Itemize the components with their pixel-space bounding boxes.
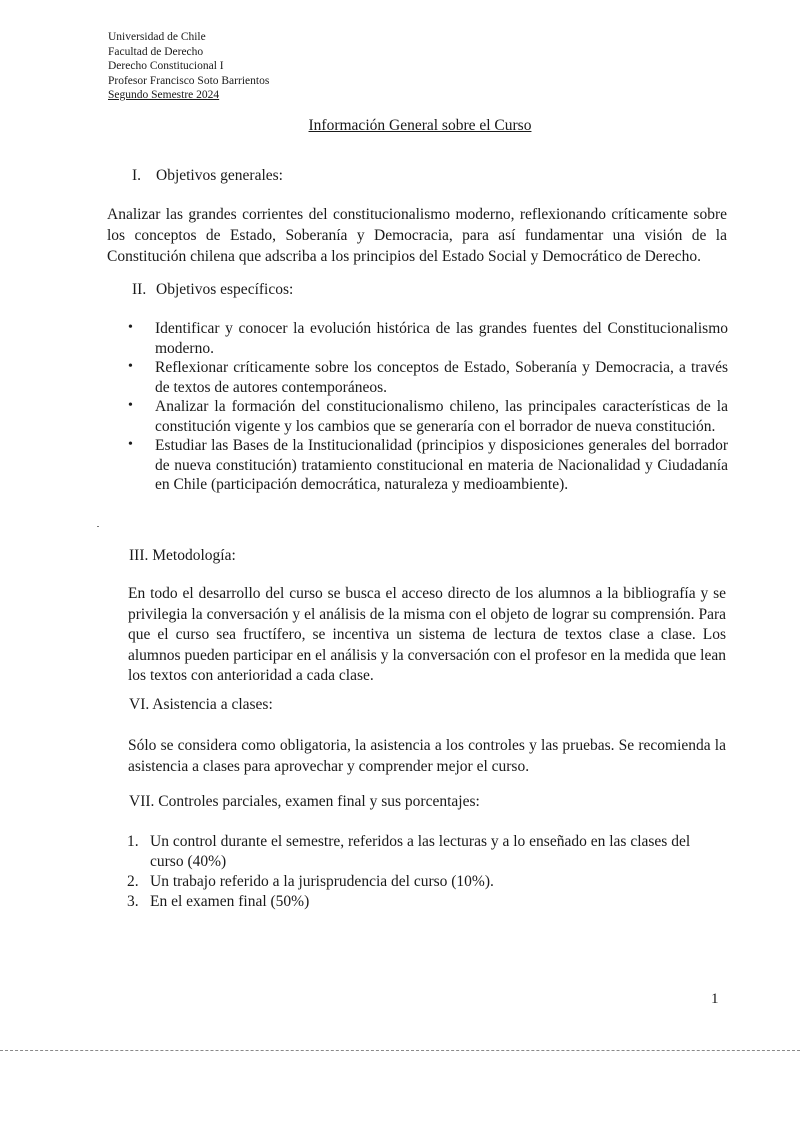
- bullet-icon: •: [128, 359, 133, 374]
- scan-speck: [97, 526, 99, 527]
- list-item-text: Reflexionar críticamente sobre los conceptos de Estado, Soberanía y Democracia, a través de textos de autores contemporáneos.: [155, 359, 728, 396]
- evaluation-list: [127, 832, 727, 912]
- list-item-text: Un control durante el semestre, referidos a las lecturas y a lo enseñado en las clases del curso (40%): [150, 833, 691, 870]
- header-course: Derecho Constitucional I: [108, 60, 224, 72]
- attendance-text: Sólo se considera como obligatoria, la asistencia a los controles y las pruebas. Se recomienda la asistencia a clases para aprovechar y comprender mejor el curso.: [128, 737, 726, 775]
- bullet-icon: •: [128, 320, 133, 335]
- list-item: [127, 892, 727, 912]
- item-number: 1.: [127, 833, 139, 850]
- heading-attendance: VI. Asistencia a clases:: [129, 696, 273, 713]
- page-number: 1: [711, 991, 719, 1007]
- specific-objectives-list: [128, 319, 728, 495]
- list-item: [128, 319, 728, 358]
- methodology-text: En todo el desarrollo del curso se busca el acceso directo de los alumnos a la bibliografía y se privilegia la conversación y el análisis de la misma con el objeto de lograr su comprensión. Para que el curso sea fructífero, se incentiva un sistema de lectura de textos clase a clase. Los alumnos pueden participar en el análisis y la conversación con el profesor en la medida que lean los textos con anterioridad a cada clase.: [128, 585, 726, 684]
- header-faculty: Facultad de Derecho: [108, 45, 204, 58]
- general-objectives-text: Analizar las grandes corrientes del constitucionalismo moderno, reflexionando críticamente sobre los conceptos de Estado, Soberanía y Democracia, para así fundamentar una visión de la Constitución chilena que adscriba a los principios del Estado Social y Democrático de Derecho.: [107, 206, 727, 265]
- header-university: Universidad de Chile: [108, 31, 206, 43]
- list-item: [127, 832, 727, 872]
- item-number: 2.: [127, 873, 139, 890]
- bullet-icon: •: [128, 398, 133, 413]
- list-item: [128, 436, 728, 495]
- item-number: 3.: [127, 893, 139, 910]
- list-item-text: En el examen final (50%): [150, 893, 310, 910]
- list-item-text: Un trabajo referido a la jurisprudencia del curso (10%).: [150, 873, 494, 890]
- heading-evaluation: VII. Controles parciales, examen final y sus porcentajes:: [129, 793, 480, 810]
- list-item: [127, 872, 727, 892]
- heading-general-objectives: [132, 167, 283, 185]
- heading-numeral: II.: [132, 281, 147, 298]
- heading-numeral: I.: [132, 167, 142, 184]
- heading-text: Objetivos generales:: [156, 167, 283, 184]
- heading-text: Objetivos específicos:: [156, 281, 294, 298]
- heading-methodology: III. Metodología:: [129, 547, 236, 564]
- list-item-text: Identificar y conocer la evolución histórica de las grandes fuentes del Constitucionalismo moderno.: [155, 320, 728, 357]
- bullet-icon: •: [128, 437, 133, 452]
- heading-specific-objectives: [132, 281, 293, 299]
- list-item: [128, 358, 728, 397]
- list-item-text: Estudiar las Bases de la Institucionalidad (principios y disposiciones generales del borrador de nueva constitución) tratamiento constitucional en materia de Nacionalidad y Ciudadanía en Chile (participación democrática, naturaleza y medioambiente).: [155, 437, 728, 493]
- document-title: Información General sobre el Curso: [308, 117, 532, 134]
- list-item-text: Analizar la formación del constitucionalismo chileno, las principales características de la constitución vigente y los cambios que se generaría con el borrador de nueva constitución.: [155, 398, 728, 435]
- header-professor: Profesor Francisco Soto Barrientos: [108, 74, 270, 87]
- document-header: [108, 30, 269, 103]
- header-semester: Segundo Semestre 2024: [108, 89, 220, 101]
- page-bottom-divider: [0, 1050, 800, 1051]
- list-item: [128, 397, 728, 436]
